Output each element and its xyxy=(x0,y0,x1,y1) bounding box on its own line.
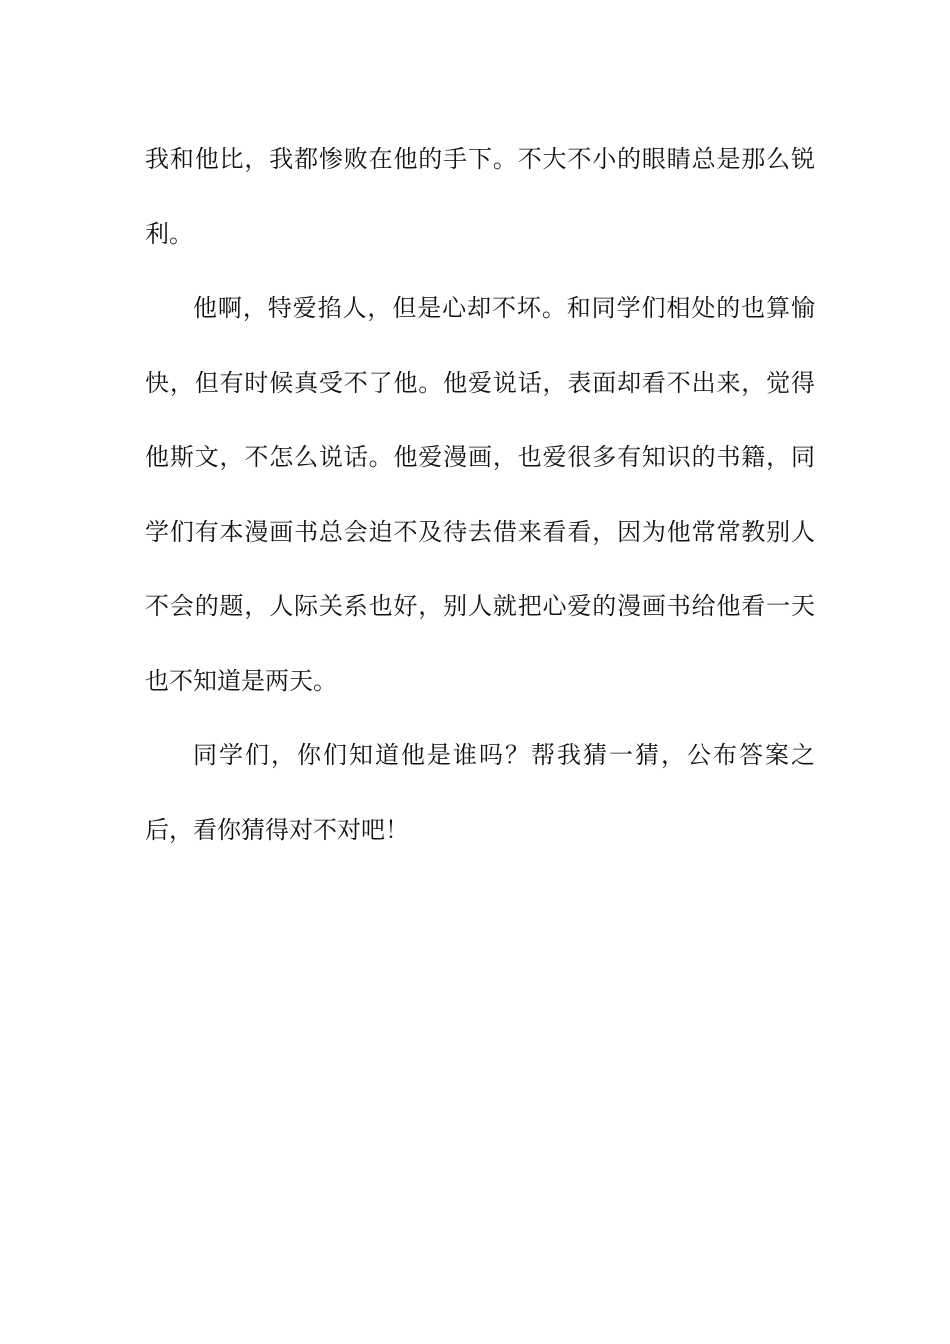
paragraph-1: 我和他比，我都惨败在他的手下。不大不小的眼睛总是那么锐利。 xyxy=(145,145,815,248)
document-body xyxy=(145,122,815,867)
paragraph-3: 同学们，你们知道他是谁吗？帮我猜一猜，公布答案之后，看你猜得对不对吧！ xyxy=(145,741,815,844)
paragraph-2: 他啊，特爱掐人，但是心却不坏。和同学们相处的也算愉快，但有时候真受不了他。他爱说话，表面却看不出来，觉得他斯文，不怎么说话。他爱漫画，也爱很多有知识的书籍，同学们有本漫画书总会迫不及待去借来看看，因为他常常教别人不会的题，人际关系也好，别人就把心爱的漫画书给他看一天也不知道是两天。 xyxy=(145,294,815,695)
